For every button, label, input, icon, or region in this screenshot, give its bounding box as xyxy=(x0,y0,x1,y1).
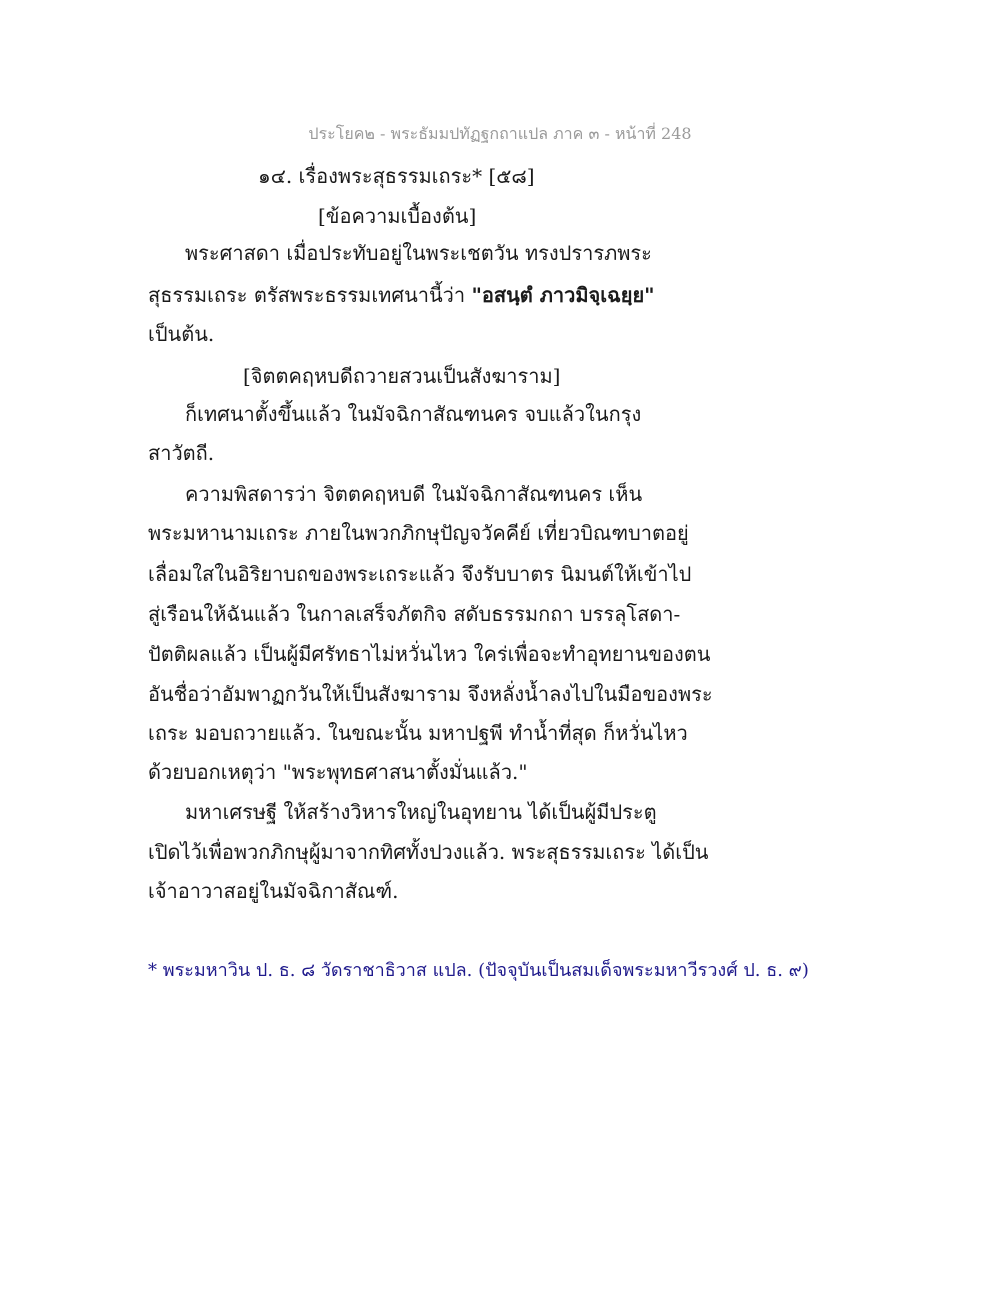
paragraph-3-line-3: เลื่อมใสในอิริยาบถของพระเถระแล้ว จึงรับบาตร นิมนต์ให้เข้าไป xyxy=(148,562,692,586)
paragraph-4-line-2: เปิดไว้เพื่อพวกภิกษุผู้มาจากทิศทั้งปวงแล้ว. พระสุธรรมเถระ ได้เป็น xyxy=(148,840,709,864)
paragraph-4-line-1: มหาเศรษฐี ให้สร้างวิหารใหญ่ในอุทยาน ได้เป็นผู้มีประตู xyxy=(185,800,657,824)
paragraph-2-line-2: สาวัตถี. xyxy=(148,441,215,465)
paragraph-3-line-5: ปัตติผลแล้ว เป็นผู้มีศรัทธาไม่หวั่นไหว ใคร่เพื่อจะทำอุทยานของตน xyxy=(148,642,711,666)
paragraph-3-line-8: ด้วยบอกเหตุว่า "พระพุทธศาสนาตั้งมั่นแล้ว." xyxy=(148,760,528,784)
paragraph-2-line-1: ก็เทศนาตั้งขึ้นแล้ว ในมัจฉิกาสัณฑนคร จบแล้วในกรุง xyxy=(185,402,642,426)
paragraph-3-line-2: พระมหานามเถระ ภายในพวกภิกษุปัญจวัคคีย์ เที่ยวบิณฑบาตอยู่ xyxy=(148,521,689,545)
footnote: * พระมหาวิน ป. ธ. ๘ วัดราชาธิวาส แปล. (ปัจจุบันเป็นสมเด็จพระมหาวีรวงศ์ ป. ธ. ๙) xyxy=(148,960,809,981)
section-heading-opening: [ข้อความเบื้องต้น] xyxy=(318,204,477,228)
story-title: ๑๔. เรื่องพระสุธรรมเถระ* [๕๘] xyxy=(258,164,535,188)
paragraph-1-line-2 xyxy=(148,281,655,309)
paragraph-4-line-3: เจ้าอาวาสอยู่ในมัจฉิกาสัณฑ์. xyxy=(148,879,399,903)
section-heading-story: [จิตตคฤหบดีถวายสวนเป็นสังฆาราม] xyxy=(243,364,561,388)
paragraph-1-line-3: เป็นต้น. xyxy=(148,322,215,346)
paragraph-3-line-1: ความพิสดารว่า จิตตคฤหบดี ในมัจฉิกาสัณฑนคร เห็น xyxy=(185,482,643,506)
paragraph-3-line-7: เถระ มอบถวายแล้ว. ในขณะนั้น มหาปฐพี ทำน้ำที่สุด ก็หวั่นไหว xyxy=(148,721,688,745)
paragraph-3-line-6: อันชื่อว่าอัมพาฏกวันให้เป็นสังฆาราม จึงหลั่งน้ำลงไปในมือของพระ xyxy=(148,682,713,706)
paragraph-1-line-1: พระศาสดา เมื่อประทับอยู่ในพระเชตวัน ทรงปรารภพระ xyxy=(185,241,652,265)
running-header: ประโยค๒ - พระธัมมปทัฏฐกถาแปล ภาค ๓ - หน้าที่ 248 xyxy=(308,124,692,143)
pali-quote: "อสนฺตํ ภาวมิจฺเฉยฺย" xyxy=(471,283,655,307)
paragraph-1-line-2-text: สุธรรมเถระ ตรัสพระธรรมเทศนานี้ว่า xyxy=(148,283,472,307)
paragraph-3-line-4: สู่เรือนให้ฉันแล้ว ในกาลเสร็จภัตกิจ สดับธรรมกถา บรรลุโสดา- xyxy=(148,602,681,626)
